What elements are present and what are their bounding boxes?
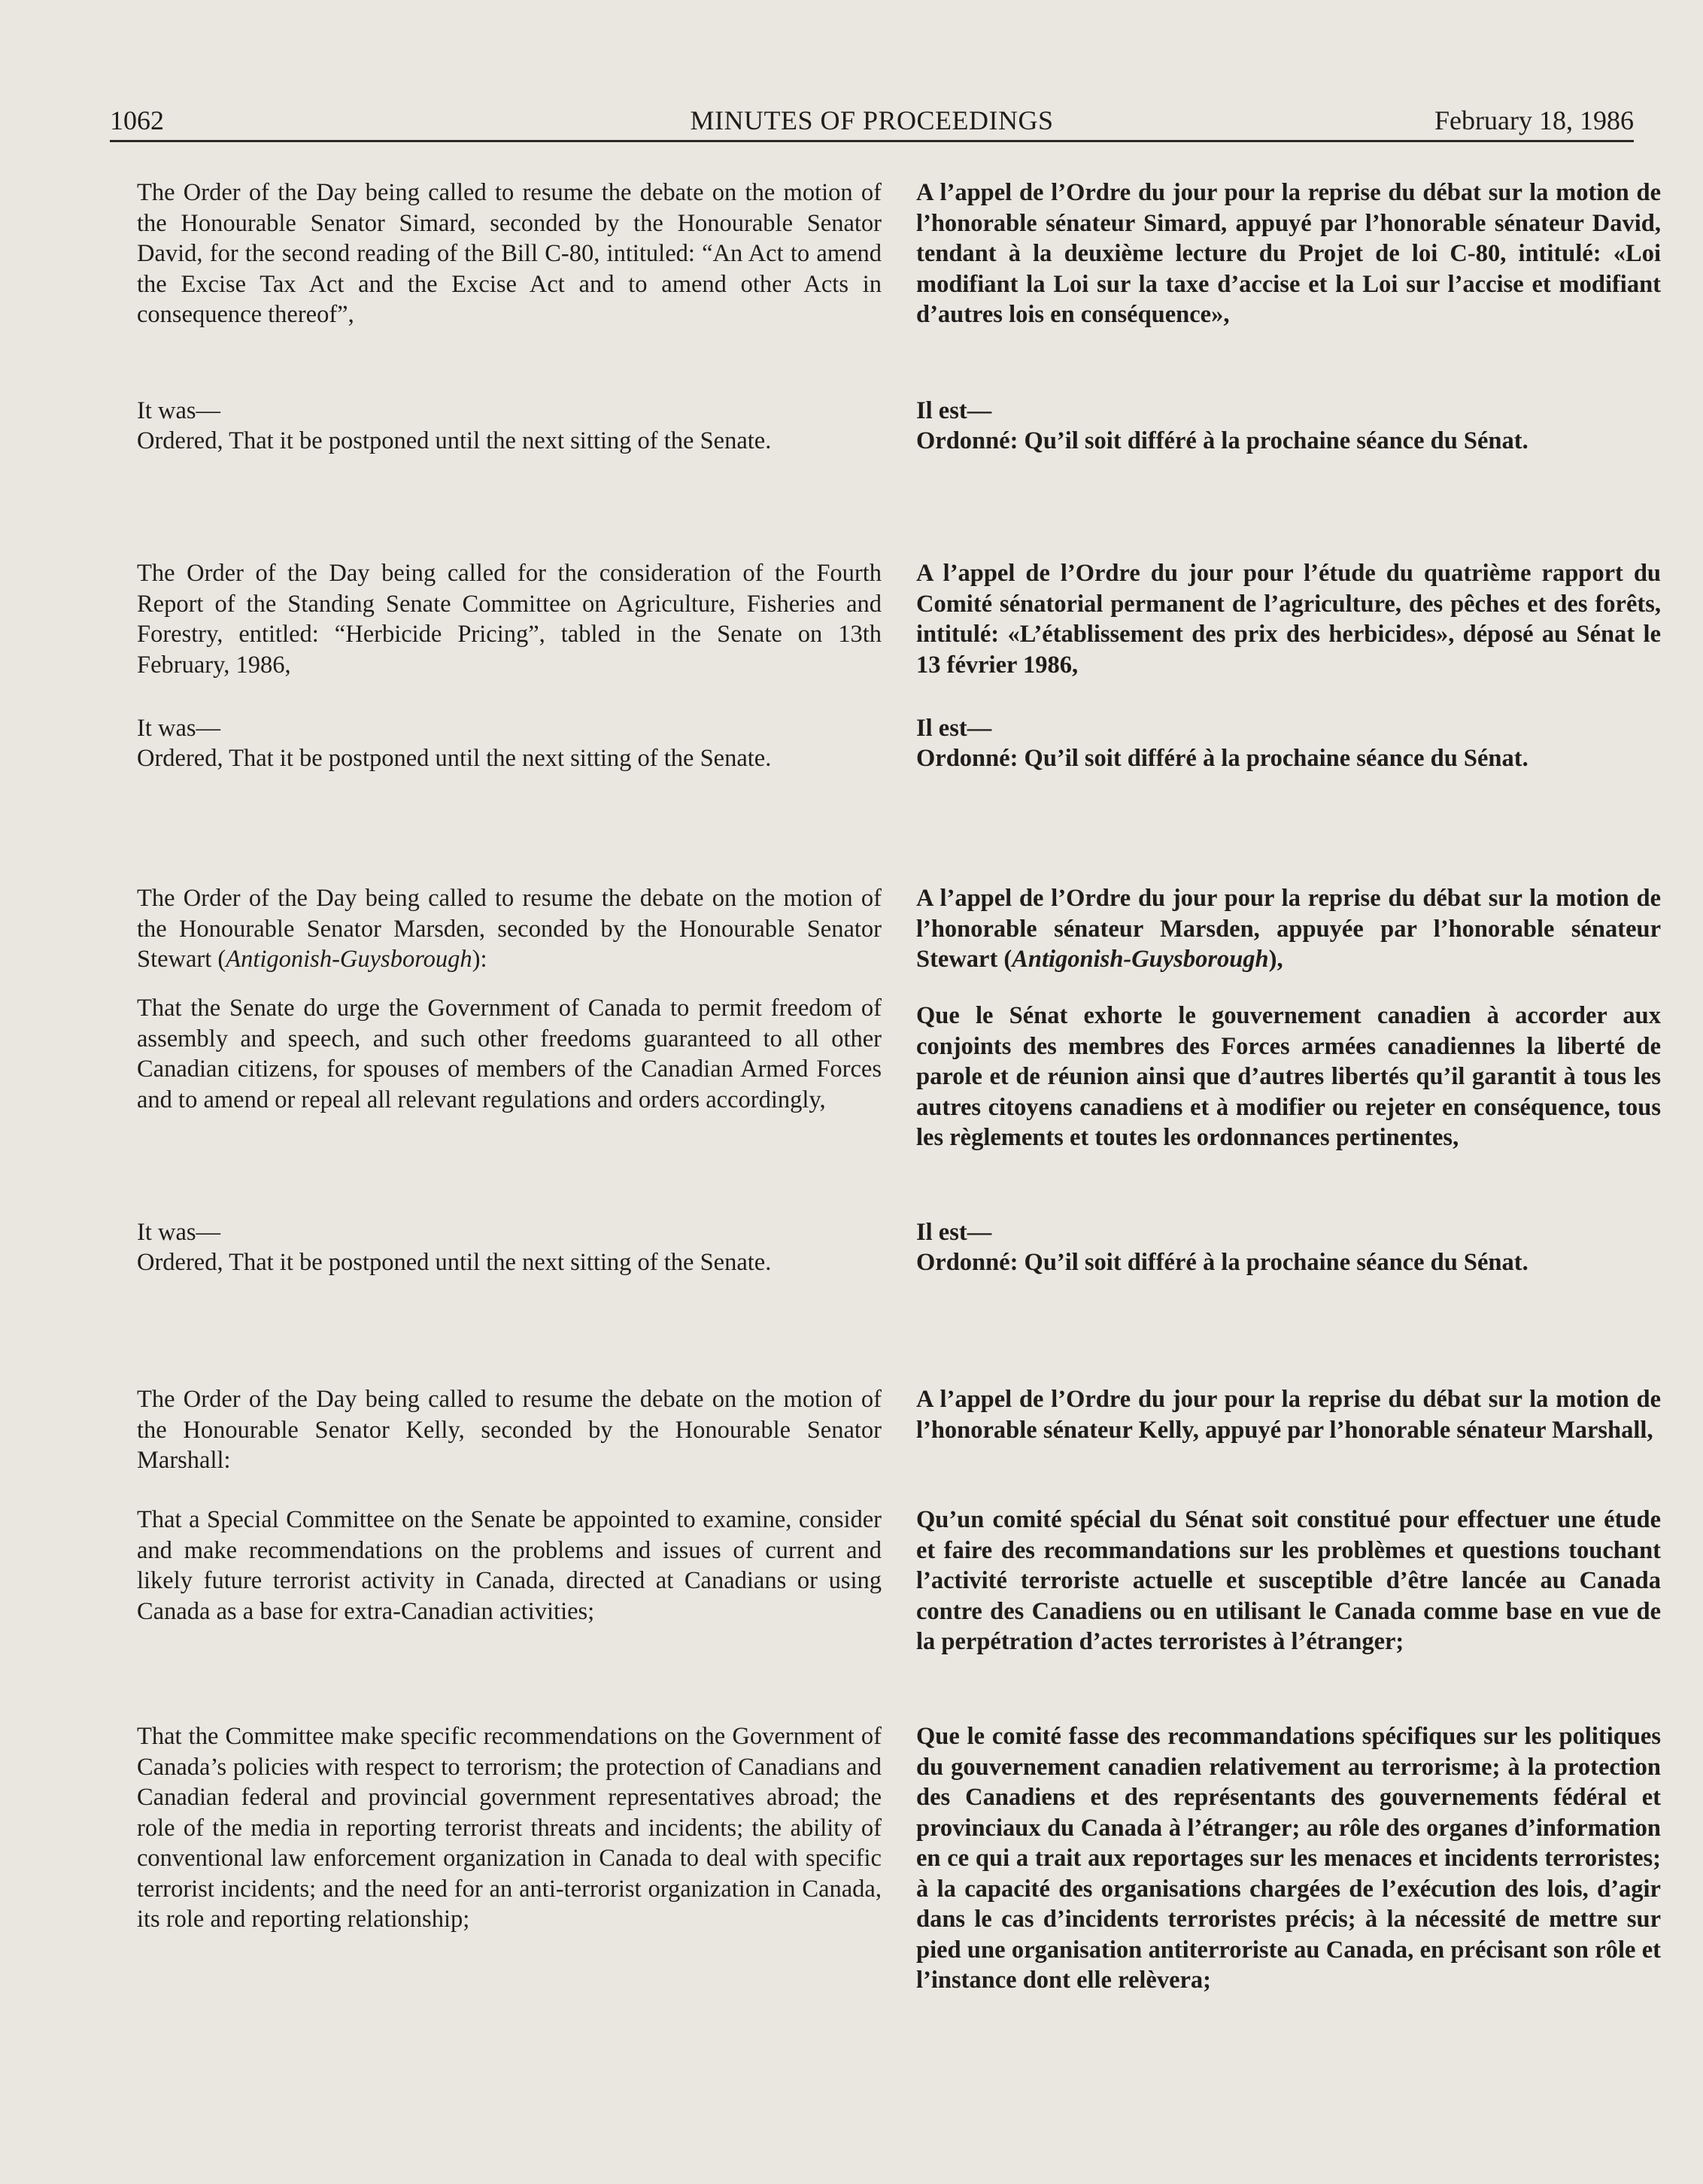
en-ordered-2: Ordered, That it be postponed until the next sitting of the Senate. — [137, 745, 772, 772]
en-order-simard: The Order of the Day being called to resume the debate on the motion of the Honourable Senator Simard, seconded by the Honourable Senator David, for the second reading of the Bill C-80, intituled: “An Act to amend the Excise Tax Act and the Excise Act and to amend other Acts in consequence thereof”, — [137, 179, 882, 328]
en-ordered-1: Ordered, That it be postponed until the next sitting of the Senate. — [137, 427, 772, 454]
en-order-kelly: The Order of the Day being called to resume the debate on the motion of the Honourable Senator Kelly, seconded by the Honourable Senator Marshall: — [137, 1386, 882, 1474]
en-ordered-3: Ordered, That it be postponed until the next sitting of the Senate. — [137, 1249, 772, 1276]
en-it-was-3: It was— — [137, 1219, 221, 1246]
header-date: February 18, 1986 — [1434, 105, 1634, 135]
fr-il-est-2: Il est— — [916, 715, 992, 742]
en-order-marsden-riding: Antigonish-Guysborough — [226, 946, 472, 973]
page-number: 1062 — [110, 105, 164, 135]
en-motion-marsden: That the Senate do urge the Government of Canada to permit freedom of assembly and speech, and such other freedoms guaranteed to all other Canadian citizens, for spouses of members of the Canadian Armed Forces and to amend or repeal all relevant regulations and orders accordingly, — [137, 995, 882, 1113]
en-motion-kelly-1: That a Special Committee on the Senate be appointed to examine, consider and make recommendations on the problems and issues of current and likely future terrorist activity in Canada, directed at Canadians or using Canada as a base for extra-Canadian activities; — [137, 1506, 882, 1625]
en-it-was-2: It was— — [137, 715, 221, 742]
fr-motion-marsden: Que le Sénat exhorte le gouvernement canadien à accorder aux conjoints des membres des Forces armées canadiennes la liberté de parole et de réunion ainsi que d’autres libertés qu’il garantit à tous les autres citoyens canadiens et à modifier ou rejeter en conséquence, tous les règlements et toutes les ordonnances pertinentes, — [916, 1002, 1661, 1151]
fr-order-marsden-end: ), — [1268, 946, 1283, 973]
en-order-marsden — [137, 883, 882, 975]
running-title: MINUTES OF PROCEEDINGS — [690, 105, 1054, 135]
fr-motion-kelly-1: Qu’un comité spécial du Sénat soit constitué pour effectuer une étude et faire des recommandations sur les problèmes et questions touchant l’activité terroriste actuelle et susceptible d’être lancée au Canada contre des Canadiens ou en utilisant le Canada comme base en vue de la perpétration d’actes terroristes à l’étranger; — [916, 1506, 1661, 1655]
en-order-marsden-lead: The Order of the Day being called to resume the debate on the motion of the Honourable Senator Marsden, seconded by the Honourable Senator Stewart ( — [137, 885, 882, 973]
fr-order-herbicide: A l’appel de l’Ordre du jour pour l’étude du quatrième rapport du Comité sénatorial permanent de l’agriculture, des pêches et des forêts, intitulé: «L’établissement des prix des herbicides», déposé au Sénat le 13 février 1986, — [916, 560, 1661, 679]
fr-order-marsden-lead: A l’appel de l’Ordre du jour pour la reprise du débat sur la motion de l’honorable sénateur Marsden, appuyée par l’honorable sénateur Stewart ( — [916, 885, 1661, 973]
fr-ordonne-2: Ordonné: Qu’il soit différé à la prochaine séance du Sénat. — [916, 745, 1528, 772]
fr-order-kelly: A l’appel de l’Ordre du jour pour la reprise du débat sur la motion de l’honorable sénateur Kelly, appuyé par l’honorable sénateur Marshall, — [916, 1386, 1661, 1444]
en-motion-kelly-2: That the Committee make specific recommendations on the Government of Canada’s policies with respect to terrorism; the protection of Canadians and Canadian federal and provincial government representatives abroad; the role of the media in reporting terrorist threats and incidents; the ability of conventional law enforcement organization in Canada to deal with specific terrorist incidents; and the need for an anti-terrorist organization in Canada, its role and reporting relationship; — [137, 1723, 882, 1933]
fr-order-simard: A l’appel de l’Ordre du jour pour la reprise du débat sur la motion de l’honorable sénateur Simard, appuyé par l’honorable sénateur David, tendant à la deuxième lecture du Projet de loi C-80, intitulé: «Loi modifiant la Loi sur la taxe d’accise et la Loi sur l’accise et modifiant d’autres lois en conséquence», — [916, 179, 1661, 328]
header-rule — [110, 140, 1634, 142]
fr-il-est-1: Il est— — [916, 397, 992, 424]
en-order-marsden-end: ): — [472, 946, 487, 973]
page-header — [110, 101, 1634, 140]
fr-ordonne-3: Ordonné: Qu’il soit différé à la prochaine séance du Sénat. — [916, 1249, 1528, 1276]
fr-ordonne-1: Ordonné: Qu’il soit différé à la prochaine séance du Sénat. — [916, 427, 1528, 454]
fr-il-est-3: Il est— — [916, 1219, 992, 1246]
fr-motion-kelly-2: Que le comité fasse des recommandations spécifiques sur les politiques du gouvernement canadien relativement au terrorisme; à la protection des Canadiens et des représentants des gouvernements fédéral et provinciaux du Canada à l’étranger; au rôle des organes d’information en ce qui a trait aux reportages sur les menaces et incidents terroristes; à la capacité des organisations chargées de l’exécution des lois, d’agir dans le cas d’incidents terroristes précis; à la nécessité de mettre sur pied une organisation antiterroriste au Canada, en précisant son rôle et l’instance dont elle relèvera; — [916, 1723, 1661, 1994]
en-it-was-1: It was— — [137, 397, 221, 424]
en-order-herbicide: The Order of the Day being called for the consideration of the Fourth Report of the Standing Senate Committee on Agriculture, Fisheries and Forestry, entitled: “Herbicide Pricing”, tabled in the Senate on 13th February, 1986, — [137, 560, 882, 679]
fr-order-marsden — [916, 883, 1661, 975]
fr-order-marsden-riding: Antigonish-Guysborough — [1012, 946, 1269, 973]
